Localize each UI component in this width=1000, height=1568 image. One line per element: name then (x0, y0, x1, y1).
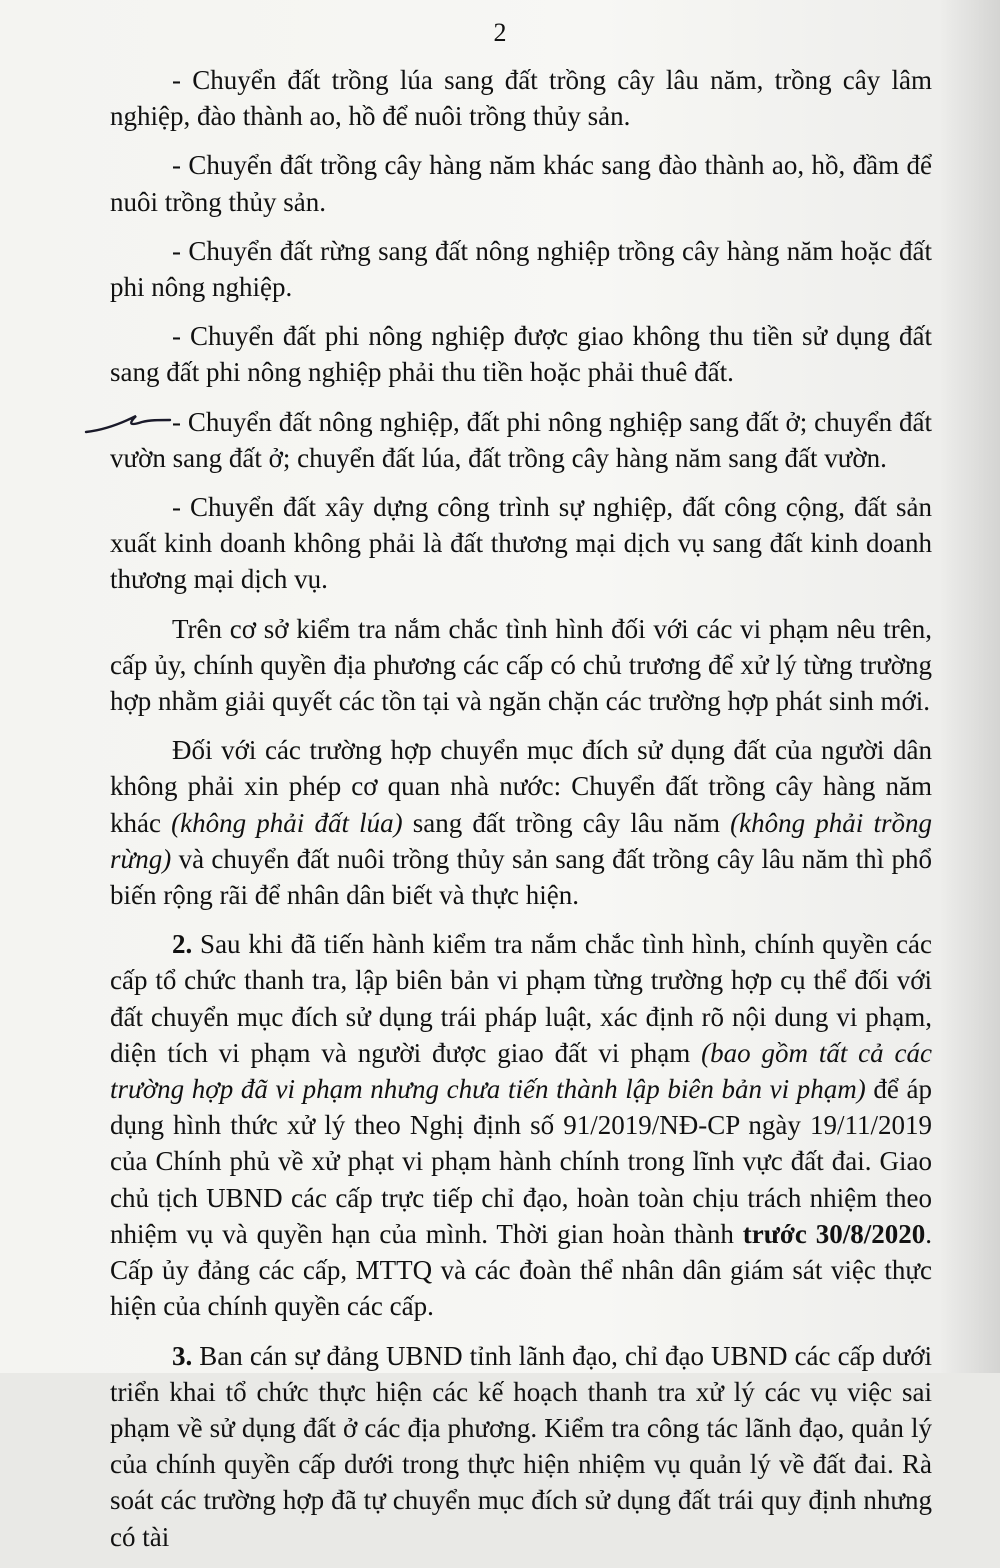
marked-paragraph-wrapper (110, 404, 932, 476)
paragraph-5: - Chuyển đất nông nghiệp, đất phi nông nghiệp sang đất ở; chuyển đất vườn sang đất ở; chuyển đất lúa, đất trồng cây hàng năm sang đất vườn. (110, 406, 932, 473)
p9-text-e: . Cấp ủy đảng các cấp, MTTQ và các đoàn thể nhân dân giám sát việc thực hiện của chính quyền các cấp. (110, 1218, 932, 1322)
paragraph-3: - Chuyển đất rừng sang đất nông nghiệp trồng cây hàng năm hoặc đất phi nông nghiệp. (110, 235, 932, 303)
page-number: 2 (493, 18, 507, 47)
paragraph-4: - Chuyển đất phi nông nghiệp được giao không thu tiền sử dụng đất sang đất phi nông nghiệp phải thu tiền hoặc phải thuê đất. (110, 321, 932, 388)
p8-text-a: Đối với các trường hợp chuyển mục đích sử dụng đất của người dân không phải xin phép cơ quan nhà nước: Chuyển đất trồng cây hàng năm khác (110, 735, 932, 838)
p8-italic-note-2: (không phải trồng rừng) (110, 807, 932, 874)
paragraph-6: - Chuyển đất xây dựng công trình sự nghiệp, đất công cộng, đất sản xuất kinh doanh không phải là đất thương mại dịch vụ sang đất kinh doanh thương mại dịch vụ. (110, 492, 932, 595)
page-edge-shadow (940, 0, 1000, 1373)
paragraph-2: - Chuyển đất trồng cây hàng năm khác sang đào thành ao, hồ, đầm để nuôi trồng thủy sản. (110, 150, 932, 217)
paragraph-10 (110, 1338, 932, 1555)
paragraph-8 (110, 732, 932, 913)
paragraph-7: Trên cơ sở kiểm tra nắm chắc tình hình đối với các vi phạm nêu trên, cấp ủy, chính quyền địa phương các cấp có chủ trương để xử lý từng trường hợp nhằm giải quyết các tồn tại và ngăn chặn các trường hợp phát sinh mới. (110, 613, 932, 717)
paragraph-1: - Chuyển đất trồng lúa sang đất trồng cây lâu năm, trồng cây lâm nghiệp, đào thành ao, hồ để nuôi trồng thủy sản. (110, 65, 932, 132)
p8-italic-note-1: (không phải đất lúa) (171, 807, 403, 838)
p9-italic-note: (bao gồm tất cả các trường hợp đã vi phạm nhưng chưa tiến thành lập biên bản vi phạm) (110, 1037, 932, 1105)
p8-text-c: sang đất trồng cây lâu năm (402, 807, 731, 838)
handwritten-pen-mark-icon (84, 408, 174, 438)
p9-text-a: Sau khi đã tiến hành kiểm tra nắm chắc tình hình, chính quyền các cấp tổ chức thanh tra, lập biên bản vi phạm từng trường hợp cụ thể đối với đất chuyển mục đích sử dụng trái pháp luật, xác định rõ nội dung vi phạm, diện tích vi phạm và người được giao đất vi phạm (110, 929, 932, 1068)
section-number-3: 3. (172, 1340, 193, 1371)
document-body (110, 62, 932, 1568)
p8-text-e: và chuyển đất nuôi trồng thủy sản sang đất trồng cây lâu năm thì phổ biến rộng rãi để nhân dân biết và thực hiện. (110, 843, 932, 911)
paragraph-9 (110, 926, 932, 1324)
section-number-2: 2. (172, 929, 193, 960)
p10-text-a: Ban cán sự đảng UBND tỉnh lãnh đạo, chỉ đạo UBND các cấp dưới triển khai tổ chức thực hiện các kế hoạch thanh tra xử lý các vụ việc sai phạm về sử dụng đất ở các địa phương. Kiểm tra công tác lãnh đạo, quản lý của chính quyền cấp dưới trong thực hiện nhiệm vụ quản lý về đất đai. Rà soát các trường hợp đã tự chuyển mục đích sử dụng đất trái quy định nhưng có tài (110, 1340, 932, 1552)
p9-deadline: trước 30/8/2020 (742, 1218, 926, 1249)
p9-text-c: để áp dụng hình thức xử lý theo Nghị định số 91/2019/NĐ-CP ngày 19/11/2019 của Chính phủ về xử phạt vi phạm hành chính trong lĩnh vực đất đai. Giao chủ tịch UBND các cấp trực tiếp chỉ đạo, hoàn toàn chịu trách nhiệm theo nhiệm vụ và quyền hạn của mình. Thời gian hoàn thành (110, 1074, 932, 1249)
